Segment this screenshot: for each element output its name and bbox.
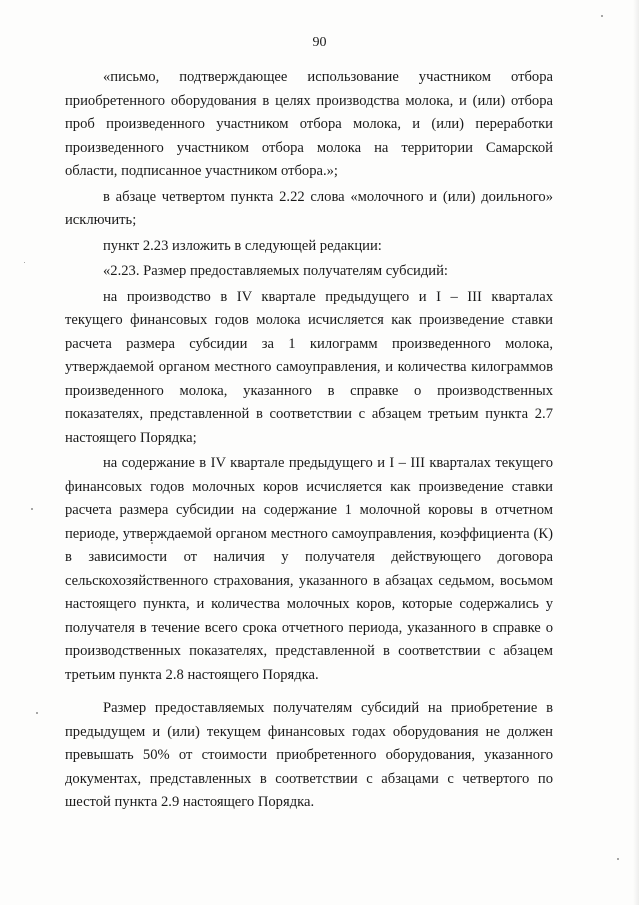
scan-speck xyxy=(36,712,38,714)
scan-speck xyxy=(151,542,153,544)
paragraph-amend-2-23-intro: пункт 2.23 изложить в следующей редакции: xyxy=(103,237,382,254)
paragraph-equipment-limit: Размер предоставляемых получателям субсидий на приобретение в предыдущем и (или) текущем финансовых годах оборудования не должен превышать 50% от стоимости приобретенного оборудования, указанного документах, представленных в соответствии с абзацами с четвертого по шестой пункта 2.9 настоящего Порядка. xyxy=(65,700,553,810)
scan-speck xyxy=(601,15,603,17)
scan-speck xyxy=(24,262,25,263)
page-number: 90 xyxy=(312,35,327,50)
document-body xyxy=(65,66,553,817)
paragraph-milk-production: на производство в IV квартале предыдущего и I – III кварталах текущего финансовых годов молока исчисляется как произведение ставки расчета размера субсидии за 1 килограмм произведенного молока, утверждаемой органом местного самоуправления, и количества килограммов произведенного молока, указанного в справке о производственных показателях, представленной в соответствии с абзацем третьим пункта 2.7 настоящего Порядка; xyxy=(65,288,553,446)
page-edge-shadow xyxy=(633,0,639,905)
paragraph-clause-2-23-heading: «2.23. Размер предоставляемых получателям субсидий: xyxy=(103,263,448,279)
paragraph-amend-2-22: в абзаце четвертом пункта 2.22 слова «молочного и (или) доильного» исключить; xyxy=(65,188,553,228)
paragraph-cow-maintenance: на содержание в IV квартале предыдущего и I – III кварталах текущего финансовых годов молочных коров исчисляется как произведение ставки расчета размера субсидии на содержание 1 молочной коровы в отчетном периоде, утверждаемой органом местного самоуправления, коэффициента (К) в зависимости от наличия у получателя действующего договора сельскохозяйственного страхования, указанного в абзацах седьмом, восьмом настоящего пункта, и количества молочных коров, которые содержались у получателя в течение всего срока отчетного периода, указанного в справке о производственных показателях, представленной в соответствии с абзацем третьим пункта 2.8 настоящего Порядка. xyxy=(65,455,553,683)
scan-speck xyxy=(31,508,33,510)
scan-speck xyxy=(617,858,619,860)
paragraph-letter-quote: «письмо, подтверждающее использование участником отбора приобретенного оборудования в целях производства молока, и (или) отбора проб произведенного участником отбора молока, и (или) переработки произведенного участником отбора молока на территории Самарской области, подписанное участником отбора.»; xyxy=(65,69,553,179)
